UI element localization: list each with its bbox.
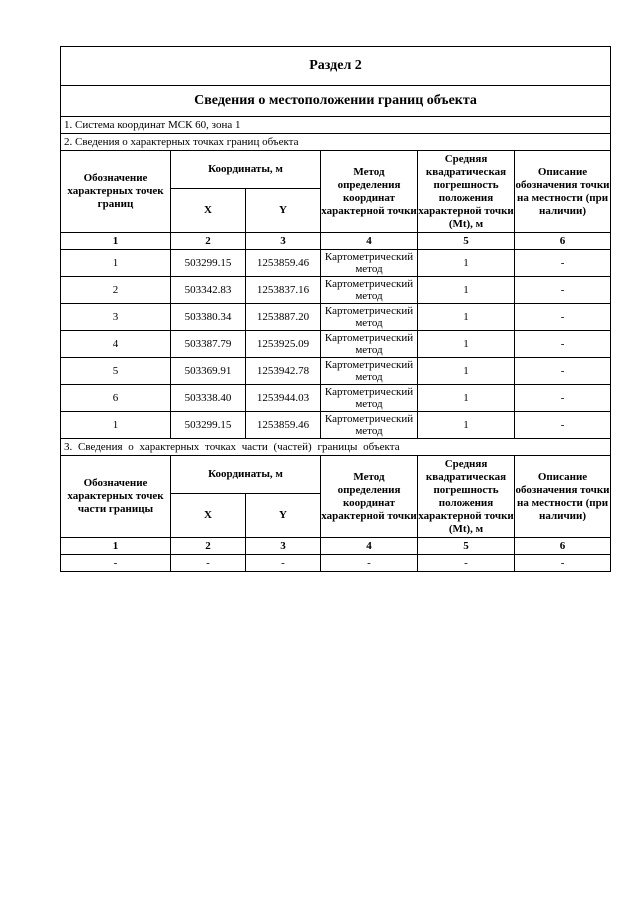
point-id: 2: [61, 277, 171, 304]
point-description: -: [515, 385, 611, 412]
coord-y: -: [246, 555, 321, 572]
method: Картометрический метод: [321, 250, 418, 277]
coord-y: 1253837.16: [246, 277, 321, 304]
table2-colnum: 3: [246, 538, 321, 555]
method: Картометрический метод: [321, 277, 418, 304]
error-mt: -: [418, 555, 515, 572]
point-description: -: [515, 331, 611, 358]
table2-colnum: 5: [418, 538, 515, 555]
table2-caption: 3. Сведения о характерных точках части (частей) границы объекта: [61, 439, 611, 456]
table2-header-y: Y: [246, 494, 321, 538]
table-row: [61, 304, 611, 331]
point-id: 4: [61, 331, 171, 358]
error-mt: 1: [418, 250, 515, 277]
table2-colnum: 2: [171, 538, 246, 555]
table1-colnum: 3: [246, 233, 321, 250]
section-2-table: [60, 46, 611, 572]
error-mt: 1: [418, 412, 515, 439]
method: -: [321, 555, 418, 572]
coord-y: 1253859.46: [246, 250, 321, 277]
coord-y: 1253925.09: [246, 331, 321, 358]
point-description: -: [515, 358, 611, 385]
error-mt: 1: [418, 358, 515, 385]
table1-header-y: Y: [246, 189, 321, 233]
table1-header-coords: Координаты, м: [171, 151, 321, 189]
error-mt: 1: [418, 304, 515, 331]
table-row: [61, 412, 611, 439]
coord-x: 503380.34: [171, 304, 246, 331]
coord-y: 1253859.46: [246, 412, 321, 439]
point-id: 1: [61, 412, 171, 439]
method: Картометрический метод: [321, 412, 418, 439]
coord-y: 1253942.78: [246, 358, 321, 385]
method: Картометрический метод: [321, 385, 418, 412]
table2-header-error: Средняя квадратическая погрешность положения характерной точки (Mt), м: [418, 456, 515, 538]
table-row: [61, 250, 611, 277]
coord-y: 1253944.03: [246, 385, 321, 412]
coord-x: 503299.15: [171, 250, 246, 277]
section-subtitle: Сведения о местоположении границ объекта: [61, 86, 611, 117]
coord-x: 503342.83: [171, 277, 246, 304]
method: Картометрический метод: [321, 358, 418, 385]
error-mt: 1: [418, 277, 515, 304]
coord-x: 503299.15: [171, 412, 246, 439]
table-row: [61, 385, 611, 412]
method: Картометрический метод: [321, 304, 418, 331]
point-description: -: [515, 412, 611, 439]
point-description: -: [515, 250, 611, 277]
table-row: [61, 331, 611, 358]
point-id: 3: [61, 304, 171, 331]
table1-colnum: 4: [321, 233, 418, 250]
table1-colnum: 2: [171, 233, 246, 250]
point-description: -: [515, 277, 611, 304]
table1-caption: 2. Сведения о характерных точках границ объекта: [61, 134, 611, 151]
coord-x: 503338.40: [171, 385, 246, 412]
table1-colnum: 6: [515, 233, 611, 250]
table-row: [61, 358, 611, 385]
point-description: -: [515, 304, 611, 331]
table-row: [61, 555, 611, 572]
table2-colnum: 4: [321, 538, 418, 555]
table2-header-method: Метод определения координат характерной точки: [321, 456, 418, 538]
coord-x: 503387.79: [171, 331, 246, 358]
table1-colnum: 5: [418, 233, 515, 250]
error-mt: 1: [418, 331, 515, 358]
coordinate-system: 1. Система координат МСК 60, зона 1: [61, 117, 611, 134]
point-description: -: [515, 555, 611, 572]
point-id: 5: [61, 358, 171, 385]
table1-header-error: Средняя квадратическая погрешность положения характерной точки (Mt), м: [418, 151, 515, 233]
table1-header-description: Описание обозначения точки на местности (при наличии): [515, 151, 611, 233]
point-id: 6: [61, 385, 171, 412]
table2-colnum: 1: [61, 538, 171, 555]
point-id: 1: [61, 250, 171, 277]
table-row: [61, 277, 611, 304]
point-id: -: [61, 555, 171, 572]
table1-header-designation: Обозначение характерных точек границ: [61, 151, 171, 233]
table2-header-description: Описание обозначения точки на местности (при наличии): [515, 456, 611, 538]
method: Картометрический метод: [321, 331, 418, 358]
coord-y: 1253887.20: [246, 304, 321, 331]
coord-x: -: [171, 555, 246, 572]
error-mt: 1: [418, 385, 515, 412]
table1-header-method: Метод определения координат характерной точки: [321, 151, 418, 233]
table1-header-x: X: [171, 189, 246, 233]
table2-header-x: X: [171, 494, 246, 538]
table2-colnum: 6: [515, 538, 611, 555]
coord-x: 503369.91: [171, 358, 246, 385]
table2-header-designation: Обозначение характерных точек части границы: [61, 456, 171, 538]
section-title: Раздел 2: [61, 47, 611, 86]
table1-colnum: 1: [61, 233, 171, 250]
table2-header-coords: Координаты, м: [171, 456, 321, 494]
